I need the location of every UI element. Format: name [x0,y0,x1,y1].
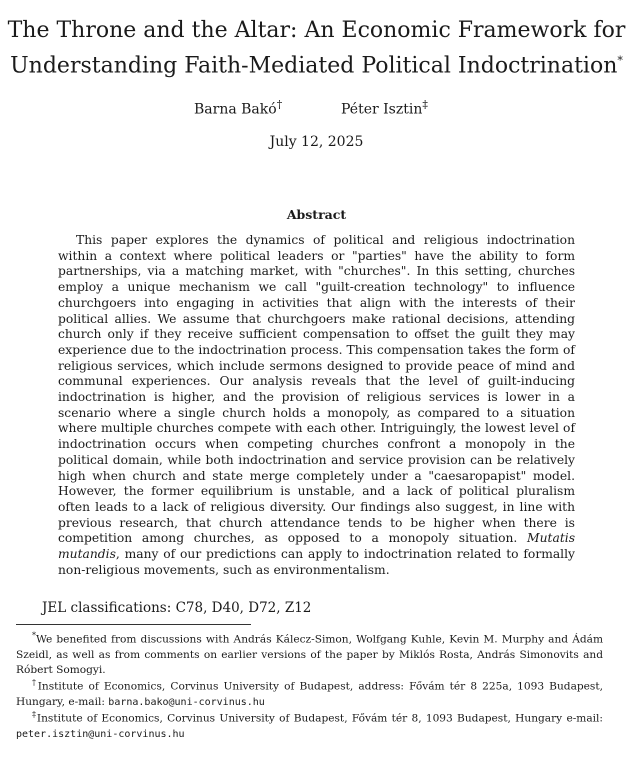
title-footnote-mark: * [617,54,623,67]
footnote-3: ‡Institute of Economics, Corvinus University of Budapest, Fővám tér 8, 1093 Budapest, Hungary e-mail: peter.isztin@uni-corvinus.hu [16,710,603,740]
jel-classifications: JEL classifications: C78, D40, D72, Z12 [42,600,312,616]
title-line-2: Understanding Faith-Mediated Political Indoctrination* [10,53,623,79]
footnote-1: *We benefited from discussions with András Kálecz-Simon, Wolfgang Kuhle, Kevin M. Murphy and Ádám Szeidl, as well as from comments on earlier versions of the paper by Miklós Rosta, András Simonovits and Róbert Somogyi. [16,631,603,677]
footnote-2: †Institute of Economics, Corvinus University of Budapest, address: Fővám tér 8 225a, 1093 Budapest, Hungary, e-mail: barna.bako@uni-corvinus.hu [16,678,603,708]
author-2: Péter Isztin‡ [341,98,428,118]
email-link-bako[interactable]: barna.bako@uni-corvinus.hu [108,696,265,708]
paper-title [0,16,633,81]
footnote-rule [16,624,251,625]
email-link-isztin[interactable]: peter.isztin@uni-corvinus.hu [16,728,185,740]
author-1: Barna Bakó† [194,98,283,118]
abstract-body: This paper explores the dynamics of political and religious indoctrination within a context where political leaders or "parties" have the ability to form partnerships, via a matching market, with "churches". In this setting, churches employ a unique mechanism we call "guilt-creation technology" to influence churchgoers into engaging in activities that align with the interests of their political allies. We assume that churchgoers make rational decisions, attending church only if they receive sufficient compensation to offset the guilt they may experience due to the indoctrination process. This compensation takes the form of religious services, which include sermons designed to provide peace of mind and communal experiences. Our analysis reveals that the level of guilt-inducing indoctrination is higher, and the provision of religious services is lower in a scenario where a single church holds a monopoly, as compared to a situation where multiple churches compete with each other. Intriguingly, the lowest level of indoctrination occurs when competing churches confront a monopoly in the political domain, while both indoctrination and service provision can be relatively high when church and state merge completely under a "caesaropapist" model. However, the former equilibrium is unstable, and a lack of political pluralism often leads to a lack of religious diversity. Our findings also suggest, in line with previous research, that church attendance tends to be higher when there is competition among churches, as opposed to a monopoly situation. Mutatis mutandis, many of our predictions can apply to indoctrination related to formally non-religious movements, such as environmentalism. [58,233,575,577]
abstract-italic-phrase: Mutatis mutandis [58,531,575,562]
paper-date: July 12, 2025 [269,134,364,150]
title-line-1: The Throne and the Altar: An Economic Framework for [7,18,626,43]
abstract-heading: Abstract [286,207,347,222]
